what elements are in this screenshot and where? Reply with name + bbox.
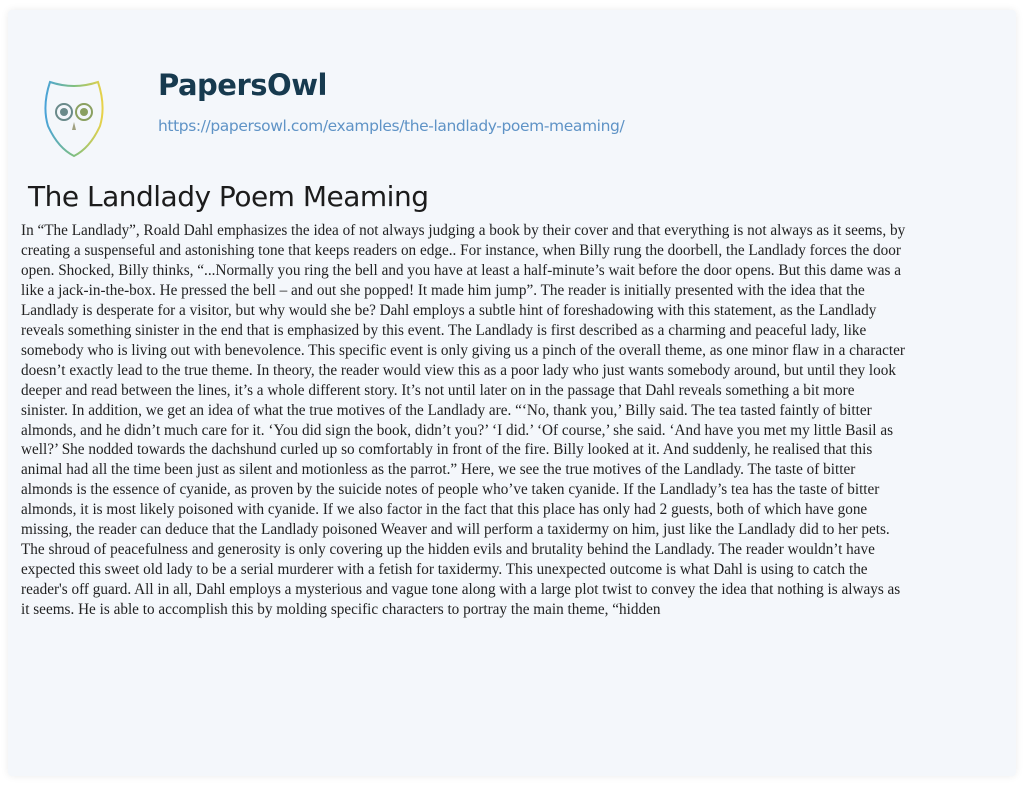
text-line: animal had all the time been just as silent and motionless as the parrot.” Here, we see the true motives of the Landlady. The taste of bitter <box>21 461 856 479</box>
text-line: almonds, it is most likely poisoned with cyanide. If we also factor in the fact that this place has only had 2 guests, both of which have gone <box>21 501 868 519</box>
text-line: expected this sweet old lady to be a serial murderer with a fetish for taxidermy. This unexpected outcome is what Dahl is using to catch the <box>21 561 868 579</box>
text-line: Landlady is desperate for a visitor, but why would she be? Dahl employs a subtle hint of foreshadowing with this statement, as the Landlady <box>21 301 877 319</box>
text-line: deeper and read between the lines, it’s a whole different story. It’s not until later on in the passage that Dahl reveals something a bit more <box>21 381 855 399</box>
text-line: well?’ She nodded towards the dachshund curled up so comfortably in front of the fire. Billy looked at it. And suddenly, he realised that this <box>21 441 873 459</box>
text-line: sinister. In addition, we get an idea of what the true motives of the Landlady are. “‘No, thank you,’ Billy said. The tea tasted faintly of bitter <box>21 401 872 419</box>
text-line: creating a suspenseful and astonishing tone that keeps readers on edge.. For instance, when Billy rung the doorbell, the Landlady forces the door <box>21 241 901 259</box>
text-line: like a jack-in-the-box. He pressed the bell – and out she popped! It made him jump”. The reader is initially presented with the idea that the <box>21 281 865 299</box>
owl-logo-icon <box>44 76 104 158</box>
essay-body <box>21 221 1011 620</box>
text-line: almonds is the essence of cyanide, as proven by the suicide notes of people who’ve taken cyanide. If the Landlady’s tea has the taste of bitter <box>21 481 880 499</box>
page-title: The Landlady Poem Meaming <box>28 180 429 213</box>
text-line: missing, the reader can deduce that the Landlady poisoned Weaver and will perform a taxidermy on him, just like the Landlady did to her pets. <box>21 521 890 539</box>
text-line: it seems. He is able to accomplish this by molding specific characters to portray the main theme, “hidden <box>21 601 661 619</box>
text-line: The shroud of peacefulness and generosity is only covering up the hidden evils and brutality behind the Landlady. The reader wouldn’t have <box>21 541 875 559</box>
text-line: reveals something sinister in the end that is emphasized by this event. The Landlady is first described as a charming and peaceful lady, like <box>21 321 867 339</box>
text-line: almonds, and he didn’t much care for it. ‘You did sign the book, didn’t you?’ ‘I did.’ ‘Of course,’ she said. ‘And have you met my little Basil as <box>21 421 894 439</box>
text-line: open. Shocked, Billy thinks, “...Normally you ring the bell and you have at least a half-minute’s wait before the door opens. But this dame was a <box>21 261 902 279</box>
text-line: doesn’t exactly lead to the true theme. In theory, the reader would view this as a poor lady who just wants somebody around, but until they look <box>21 361 896 379</box>
brand-name: PapersOwl <box>158 68 327 102</box>
text-line: somebody who is living out with benevolence. This specific event is only giving us a pinch of the overall theme, as one minor flaw in a character <box>21 341 905 359</box>
page-url-link[interactable]: https://papersowl.com/examples/the-landlady-poem-meaming/ <box>158 117 625 135</box>
text-line: In “The Landlady”, Roald Dahl emphasizes the idea of not always judging a book by their cover and that everything is not always as it seems, by <box>21 222 906 239</box>
text-line: reader's off guard. All in all, Dahl employs a mysterious and vague tone along with a large plot twist to convey the idea that nothing is always as <box>21 581 901 599</box>
